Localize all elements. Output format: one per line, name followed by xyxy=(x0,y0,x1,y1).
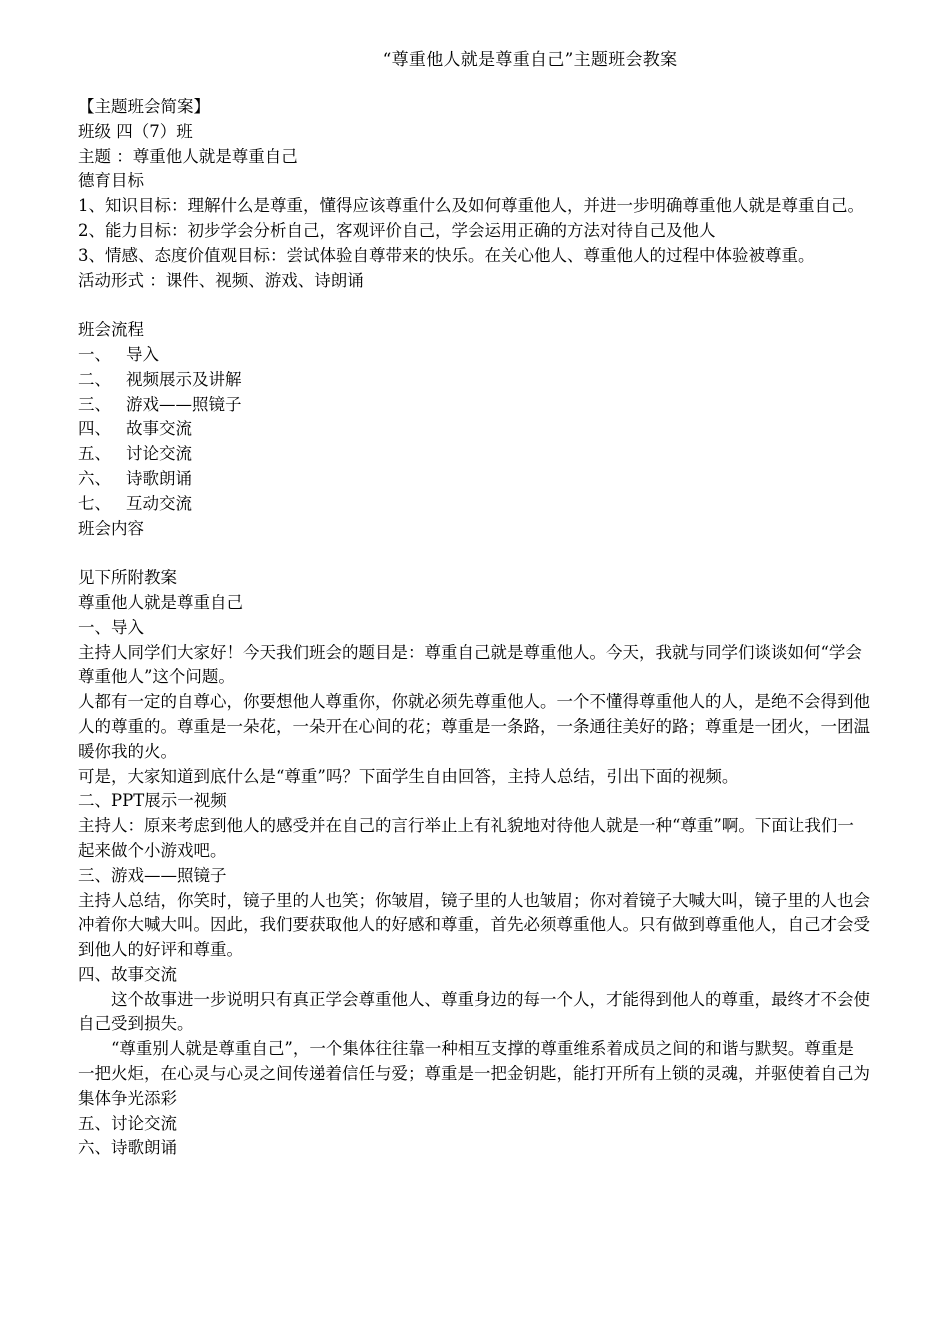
section-intro-heading: 一、导入 xyxy=(78,617,144,637)
activity-line: 活动形式 ：课件、视频、游戏、诗朗诵 xyxy=(78,270,364,290)
section-story-heading: 四、故事交流 xyxy=(78,964,177,984)
summary-heading: 【主题班会简案】 xyxy=(78,97,210,116)
spacer xyxy=(78,541,870,566)
flow-item-number: 四、 xyxy=(78,419,111,439)
section-discussion-heading: 五、讨论交流 xyxy=(78,1113,177,1133)
flow-item-number: 二、 xyxy=(78,369,111,389)
goals-heading: 德育目标 xyxy=(78,171,144,191)
paragraph: 主持人总结，你笑时，镜子里的人也笑；你皱眉，镜子里的人也皱眉；你对着镜子大喊大叫，镜子里的人也会冲着你大喊大叫。因此，我们要获取他人的好感和尊重，首先必须尊重他人。只有做到尊重他人，自己才会受到他人的好评和尊重。 xyxy=(78,890,870,960)
flow-item-number: 一、 xyxy=(78,344,111,364)
flow-item-number: 六、 xyxy=(78,468,111,488)
flow-item-number: 五、 xyxy=(78,444,111,464)
flow-item xyxy=(78,417,870,442)
see-below-note: 见下所附教案 xyxy=(78,568,177,588)
paragraph: “尊重别人就是尊重自己”，一个集体往往靠一种相互支撑的尊重维系着成员之间的和谐与默契。尊重是一把火炬，在心灵与心灵之间传递着信任与爱；尊重是一把金钥匙，能打开所有上锁的灵魂，并驱使着自己为集体争光添彩 xyxy=(78,1039,870,1108)
plan-subtitle: 尊重他人就是尊重自己 xyxy=(78,592,243,612)
section-video-heading: 二、PPT展示一视频 xyxy=(78,791,227,811)
paragraph: 这个故事进一步说明只有真正学会尊重他人、尊重身边的每一个人，才能得到他人的尊重，最终才不会使自己受到损失。 xyxy=(78,989,870,1034)
goal-knowledge: 1、知识目标：理解什么是尊重，懂得应该尊重什么及如何尊重他人，并进一步明确尊重他人就是尊重自己。 xyxy=(78,196,864,216)
flow-item xyxy=(78,442,870,467)
flow-item xyxy=(78,368,870,393)
paragraph: 主持人：原来考虑到他人的感受并在自己的言行举止上有礼貌地对待他人就是一种“尊重”啊。下面让我们一起来做个小游戏吧。 xyxy=(78,816,854,860)
goal-emotion: 3、情感、态度价值观目标：尝试体验自尊带来的快乐。在关心他人、尊重他人的过程中体验被尊重。 xyxy=(78,245,815,265)
document-body xyxy=(78,95,870,1161)
section-poem-heading: 六、诗歌朗诵 xyxy=(78,1138,177,1158)
flow-item xyxy=(78,393,870,418)
goal-ability: 2、能力目标：初步学会分析自己，客观评价自己，学会运用正确的方法对待自己及他人 xyxy=(78,220,716,240)
paragraph: 人都有一定的自尊心，你要想他人尊重你，你就必须先尊重他人。一个不懂得尊重他人的人，是绝不会得到他人的尊重的。尊重是一朵花，一朵开在心间的花；尊重是一条路，一条通往美好的路；尊重是一团火，一团温暖你我的火。 xyxy=(78,692,870,761)
flow-item-text: 游戏——照镜子 xyxy=(126,394,242,414)
spacer xyxy=(78,293,870,318)
theme-line: 主题 ：尊重他人就是尊重自己 xyxy=(78,146,298,166)
paragraph: 主持人同学们大家好！今天我们班会的题目是：尊重自己就是尊重他人。今天，我就与同学们谈谈如何“学会尊重他人”这个问题。 xyxy=(78,642,862,687)
flow-item-text: 故事交流 xyxy=(126,419,192,439)
flow-item xyxy=(78,343,870,368)
flow-item-text: 视频展示及讲解 xyxy=(126,369,242,389)
document-title: “尊重他人就是尊重自己”主题班会教案 xyxy=(382,50,678,70)
section-game-heading: 三、游戏——照镜子 xyxy=(78,865,227,885)
flow-item-number: 七、 xyxy=(78,493,111,513)
flow-item xyxy=(78,492,870,517)
flow-item xyxy=(78,467,870,492)
flow-heading: 班会流程 xyxy=(78,320,144,340)
class-line: 班级 四（7）班 xyxy=(78,121,193,141)
flow-item-text: 导入 xyxy=(126,344,159,364)
paragraph: 可是，大家知道到底什么是“尊重”吗？下面学生自由回答，主持人总结，引出下面的视频。 xyxy=(78,766,739,786)
content-heading: 班会内容 xyxy=(78,518,144,538)
flow-item-text: 互动交流 xyxy=(126,493,192,513)
flow-item-text: 诗歌朗诵 xyxy=(126,468,192,488)
flow-list xyxy=(78,343,870,517)
flow-item-text: 讨论交流 xyxy=(126,444,192,464)
flow-item-number: 三、 xyxy=(78,394,111,414)
